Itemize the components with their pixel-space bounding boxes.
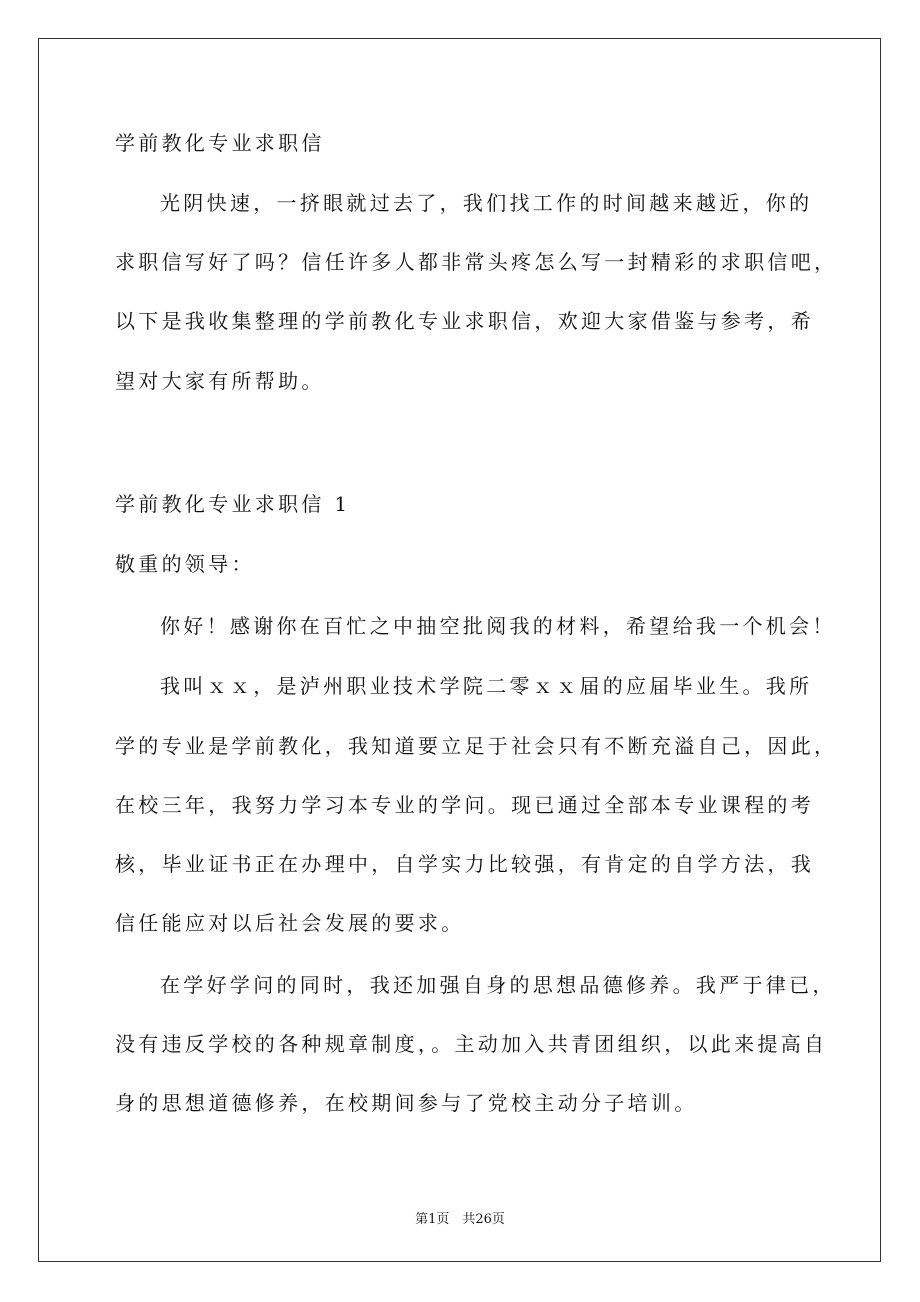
body-line: 学的专业是学前教化，我知道要立足于社会只有不断充溢自己，因此， [115, 734, 838, 758]
body-line: 在校三年，我努力学习本专业的学问。现已通过全部本专业课程的考 [115, 793, 814, 817]
body-line: 你好！感谢你在百忙之中抽空批阅我的材料，希望给我一个机会！ [160, 614, 836, 638]
salutation: 敬重的领导： [115, 552, 255, 576]
body-line: 核，毕业证书正在办理中，自学实力比较强，有肯定的自学方法，我 [115, 852, 814, 876]
page-border [38, 38, 881, 1262]
section-title: 学前教化专业求职信 1 [115, 492, 351, 516]
intro-line: 望对大家有所帮助。 [115, 369, 325, 393]
intro-line: 光阴快速，一挤眼就过去了，我们找工作的时间越来越近，你的 [160, 191, 813, 215]
body-line: 没有违反学校的各种规章制度，。主动加入共青团组织，以此来提高自 [115, 1032, 828, 1056]
intro-line: 求职信写好了吗？信任许多人都非常头疼怎么写一封精彩的求职信吧， [115, 250, 838, 274]
document-title: 学前教化专业求职信 [115, 131, 325, 155]
intro-line: 以下是我收集整理的学前教化专业求职信，欢迎大家借鉴与参考，希 [115, 309, 814, 333]
body-line: 我叫ｘｘ，是泸州职业技术学院二零ｘｘ届的应届毕业生。我所 [160, 674, 813, 698]
body-line: 身的思想道德修养，在校期间参与了党校主动分子培训。 [115, 1091, 698, 1115]
body-line: 在学好学问的同时，我还加强自身的思想品德修养。我严于律已， [160, 973, 836, 997]
body-line: 信任能应对以后社会发展的要求。 [115, 911, 465, 935]
page-number: 第1页 共26页 [415, 1212, 505, 1227]
